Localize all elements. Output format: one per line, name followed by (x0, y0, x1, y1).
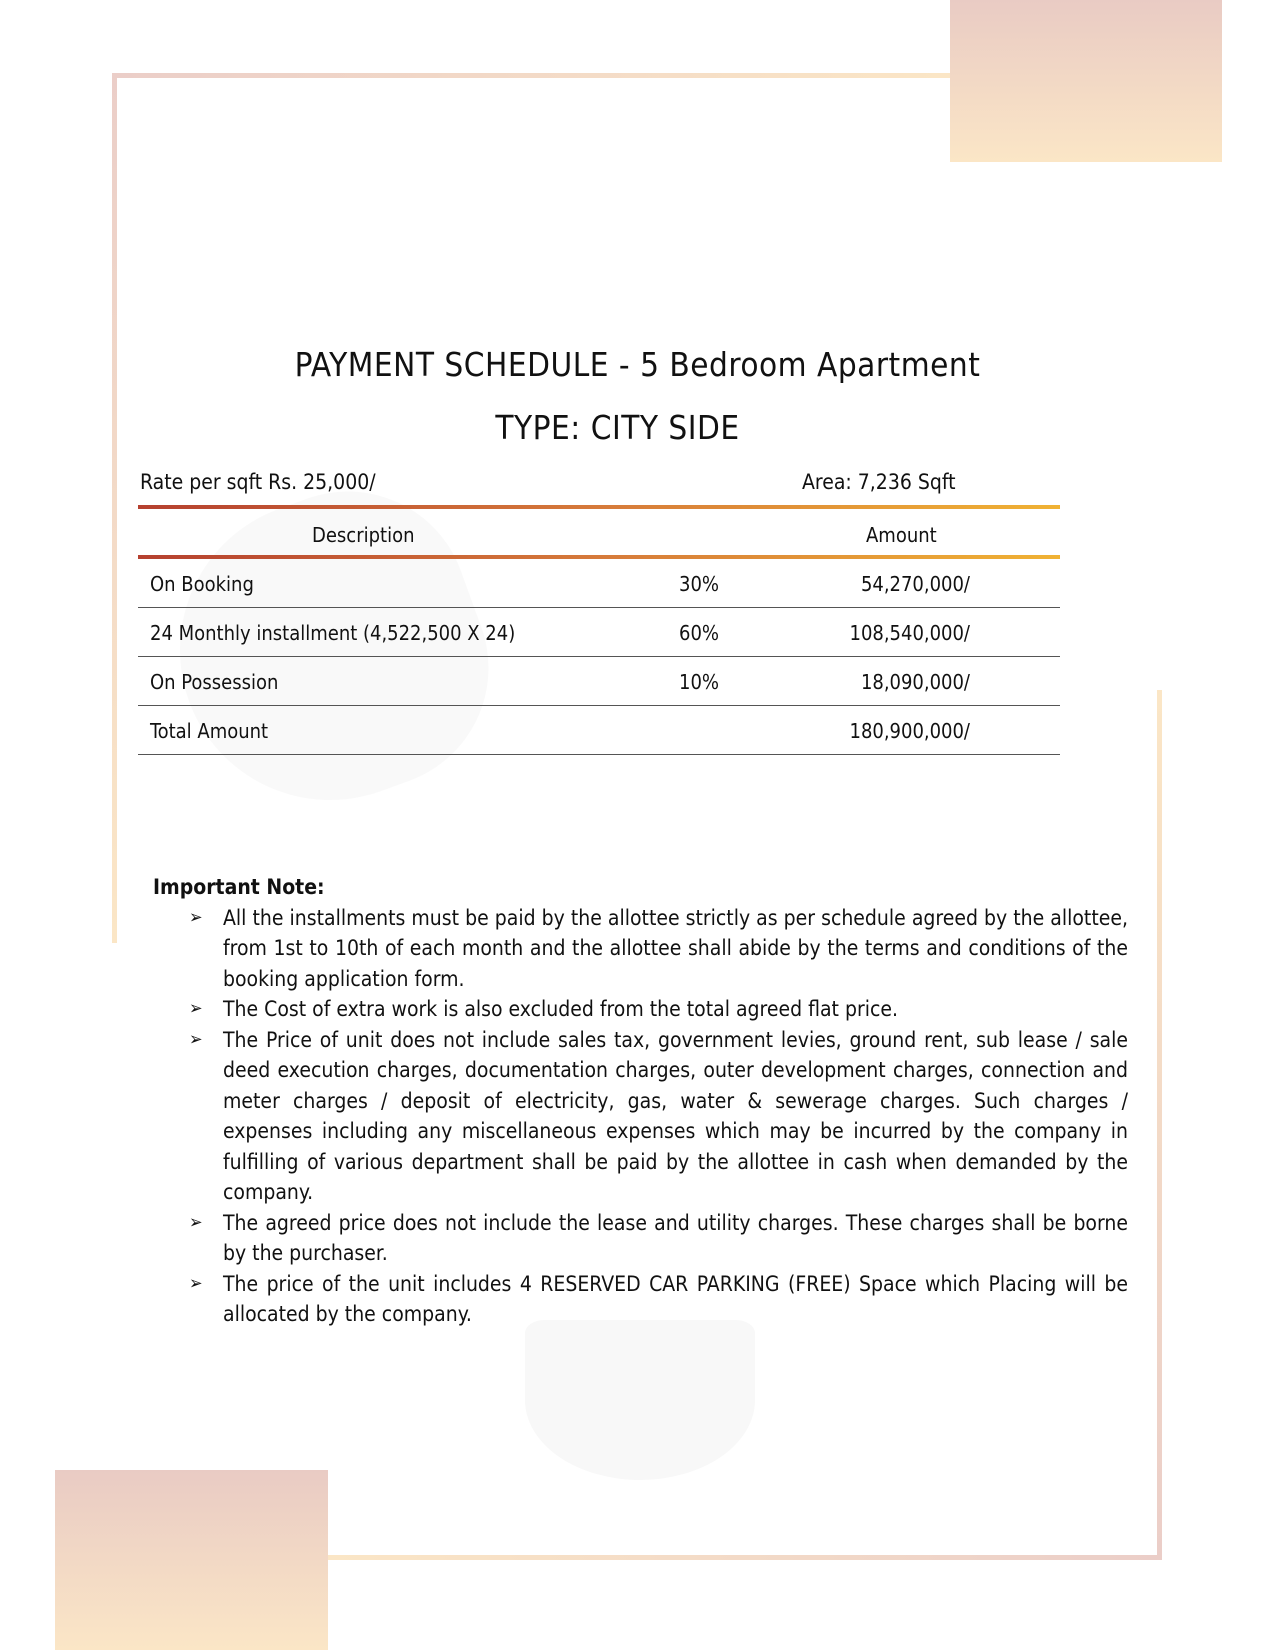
note-item (153, 1025, 1128, 1208)
table-row (138, 657, 1060, 706)
note-item (153, 1269, 1128, 1330)
notes-list (153, 903, 1128, 1330)
total-label: Total Amount (150, 719, 269, 743)
total-amount: 180,900,000/ (849, 719, 970, 743)
arrow-bullet-icon: ➢ (189, 1028, 203, 1050)
table-row-total (138, 706, 1060, 755)
row-amount: 18,090,000/ (860, 670, 970, 694)
row-description: On Possession (150, 670, 279, 694)
watermark-shape (525, 1320, 755, 1480)
page-title: PAYMENT SCHEDULE - 5 Bedroom Apartment (294, 345, 981, 384)
arrow-bullet-icon: ➢ (189, 1272, 203, 1294)
header-description: Description (312, 523, 415, 547)
row-description: On Booking (150, 572, 254, 596)
note-text: All the installments must be paid by the allottee strictly as per schedule agreed by the allottee, from 1st to 10th of each month and the allottee shall abide by the terms and conditions of the booking application form. (223, 905, 1128, 991)
payment-schedule-table (138, 505, 1060, 755)
table-header (138, 509, 1060, 555)
frame-line-left (112, 73, 117, 943)
table-row (138, 559, 1060, 608)
note-item (153, 994, 1128, 1025)
area-sqft: Area: 7,236 Sqft (802, 470, 956, 494)
arrow-bullet-icon: ➢ (189, 906, 203, 928)
note-text: The Cost of extra work is also excluded from the total agreed flat price. (223, 997, 898, 1021)
frame-line-top (112, 73, 950, 78)
row-amount: 54,270,000/ (860, 572, 970, 596)
note-item (153, 903, 1128, 995)
arrow-bullet-icon: ➢ (189, 1211, 203, 1233)
note-text: The agreed price does not include the lease and utility charges. These charges shall be borne by the purchaser. (223, 1210, 1128, 1265)
page-subtitle: TYPE: CITY SIDE (495, 408, 740, 447)
frame-line-bottom (328, 1555, 1162, 1560)
note-text: The price of the unit includes 4 RESERVED CAR PARKING (FREE) Space which Placing will be allocated by the company. (223, 1271, 1128, 1326)
row-description: 24 Monthly installment (4,522,500 X 24) (150, 621, 516, 645)
frame-line-right (1157, 690, 1162, 1560)
note-text: The Price of unit does not include sales tax, government levies, ground rent, sub lease / sale deed execution charges, documentation charges, outer development charges, connection and meter charges / deposit of electricity, gas, water & sewerage charges. Such charges / expenses including any miscellaneous expenses which may be incurred by the company in fulfilling of various department shall be paid by the allottee in cash when demanded by the company. (223, 1027, 1128, 1204)
header-amount: Amount (866, 523, 937, 547)
notes-title: Important Note: (153, 875, 325, 899)
decorative-corner-bottom-left (55, 1470, 328, 1650)
row-percent: 10% (679, 670, 719, 694)
decorative-corner-top-right (950, 0, 1222, 162)
table-row (138, 608, 1060, 657)
row-percent: 30% (679, 572, 719, 596)
row-percent: 60% (679, 621, 719, 645)
row-amount: 108,540,000/ (849, 621, 970, 645)
important-notes (153, 872, 1128, 1330)
rate-per-sqft: Rate per sqft Rs. 25,000/ (140, 470, 376, 494)
arrow-bullet-icon: ➢ (189, 998, 203, 1019)
note-item (153, 1208, 1128, 1269)
